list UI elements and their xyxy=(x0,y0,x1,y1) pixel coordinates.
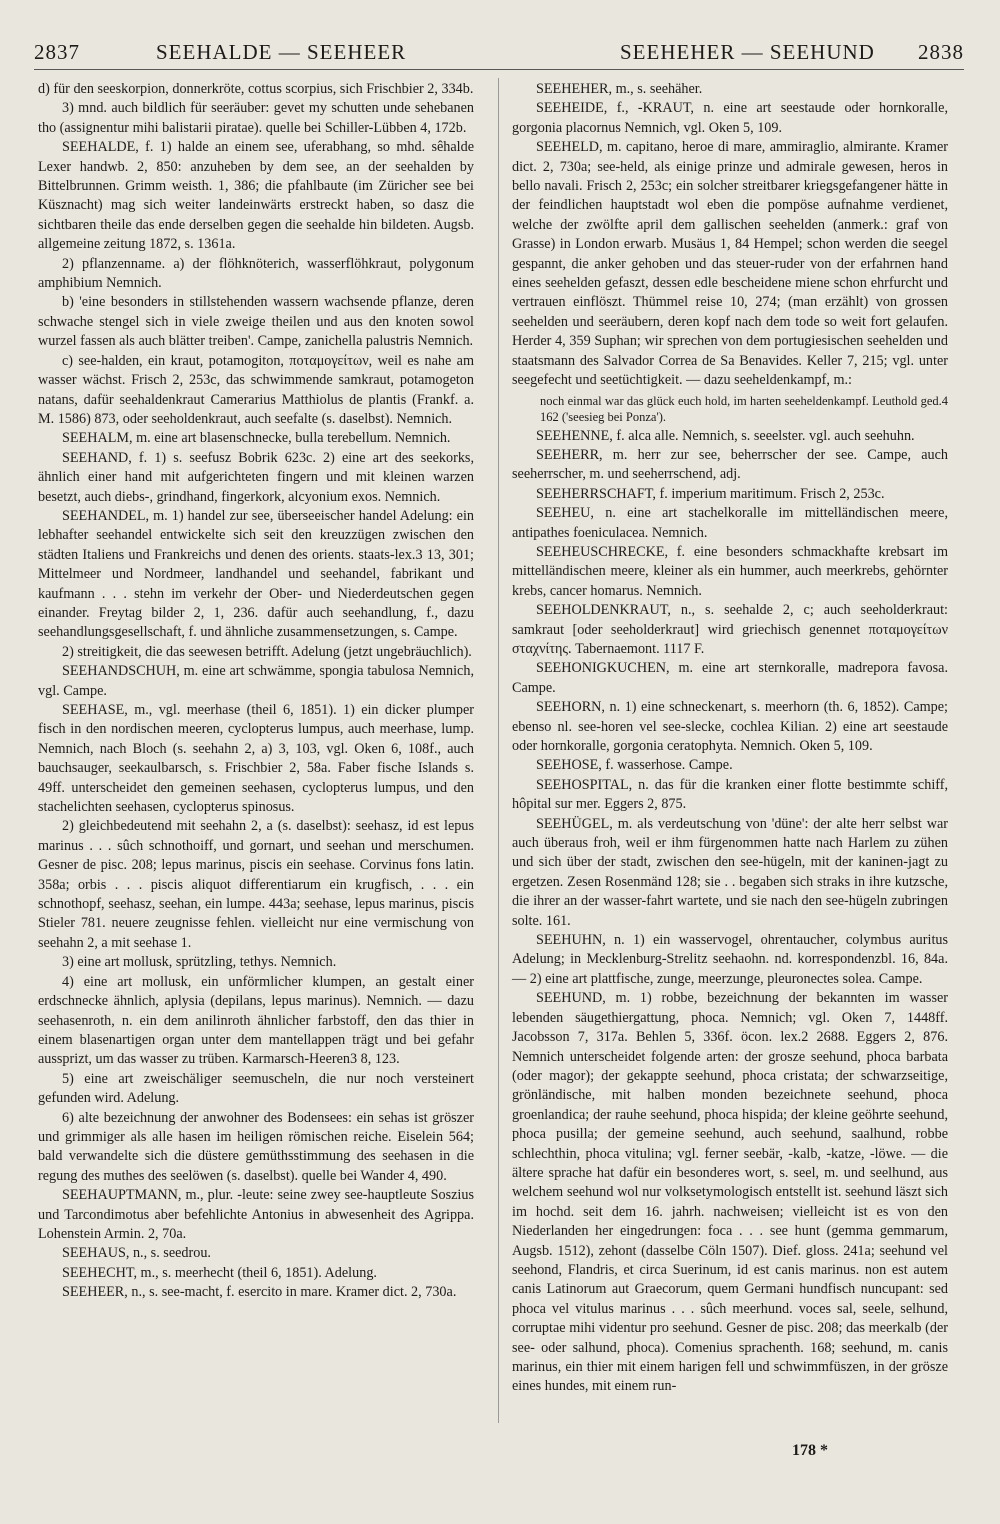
entry-seehandschuh: SEEHANDSCHUH, m. eine art schwämme, spongia tabulosa Nemnich, vgl. Campe. xyxy=(38,663,474,699)
left-paragraph: 5) eine art zweischäliger seemuscheln, die nur noch versteinert gefunden wird. Adelung. xyxy=(38,1070,474,1107)
entry-seehase: SEEHASE, m., vgl. meerhase (theil 6, 1851). 1) ein dicker plumper fisch in den nordischen meeren, cyclopterus lumpus, auch meerhase, lump. Nemnich, nach Bloch (s. seehahn 2, a) 3, 103, vgl. Oken 6, 108f., auch bauchsauger, seekaulbarsch, s. Frischbier 2, 58a. Faber fische Islands s. 49ff. unterscheidet den gemeinen seehasen, cyclopterus lumpus, und den stachelichten seehasen, cyclopterus spinosus. xyxy=(38,702,474,816)
entry-seehand: SEEHAND, f. 1) s. seefusz Bobrik 623c. 2) eine art des seekorks, ähnlich einer hand mit aufgerichteten fingern und mit kleinen warzen besetzt, auch diebs-, grindhand, fingerkork, alcyonium exos. Nemnich. xyxy=(38,449,474,505)
left-paragraph: 4) eine art mollusk, ein unförmlicher klumpen, an gestalt einer erdschnecke ähnlich, aplysia (depilans, lepus marinus). Nemnich. — dazu seehasenroth, n. ein dem anilinroth ähnlicher farbstoff, den das thier in einem blasenartigen organ unter dem mantellappen trägt und bei gefahr aussprizt, um das wasser zu trüben. Karmarsch-Heeren3 8, 123. xyxy=(38,973,474,1068)
entry-seehecht: SEEHECHT, m., s. meerhecht (theil 6, 1851). Adelung. xyxy=(62,1264,377,1281)
entry-seehandel: SEEHANDEL, m. 1) handel zur see, überseeischer handel Adelung: ein lebhafter seehandel entwickelte sich seit den kreuzzügen zwischen den städten Italiens und Frankreichs und denen des orients. staats-lex.3 13, 301; Mittelmeer und Nordmeer, landhandel und seehandel, fabrikant und kaufmann . . . stehn im verkehr der Ober- und Niederdeutschen gegen einander. Freytag bilder 2, 1, 236. dafür auch seehandlung, f., dazu seehandlungsgesellschaft, f. und ähnliche zusammensetzungen, s. Campe. xyxy=(38,507,474,641)
right-page-number: 2838 xyxy=(918,40,964,64)
entry-seeheide: SEEHEIDE, f., -KRAUT, n. eine art seestaude oder hornkoralle, gorgonia placornus Nemnich, vgl. Oken 5, 109. xyxy=(512,100,948,136)
entry-seehonigkuchen: SEEHONIGKUCHEN, m. eine art sternkoralle, madrepora favosa. Campe. xyxy=(512,660,948,696)
entry-seehuhn: SEEHUHN, n. 1) ein wasservogel, ohrentaucher, colymbus auritus Adelung; in Mecklenburg-Strelitz seehaohn. nd. korrespondenzbl. 16, 84a. — 2) eine art plattfische, zunge, meerzunge, pleuronectes solea. Campe. xyxy=(512,932,948,987)
entry-seehose: SEEHOSE, f. wasserhose. Campe. xyxy=(536,757,733,774)
column-divider xyxy=(498,78,499,1423)
entry-seeheuschrecke: SEEHEUSCHRECKE, f. eine besonders schmackhafte krebsart im mittelländischen meere, kleiner als ein hummer, auch meerkrebs, gehörnter krebs, cancer homarus. Nemnich. xyxy=(512,543,948,599)
entry-seehenne: SEEHENNE, f. alca alle. Nemnich, s. seeelster. vgl. auch seehuhn. xyxy=(536,427,915,444)
entry-seeherrschaft: SEEHERRSCHAFT, f. imperium maritimum. Frisch 2, 253c. xyxy=(536,485,885,502)
left-paragraph: b) 'eine besonders in stillstehenden wassern wachsende pflanze, deren schwache stengel sich in viele zweige theilen und aus den knoten sowol wurzel fassen als auch blätter treiben'. Campe, zanichella palustris Nemnich. xyxy=(38,294,474,350)
left-paragraph: 6) alte bezeichnung der anwohner des Bodensees: ein sehas ist gröszer und grimmiger als alle hasen im heiligen römischen reiche. Eiselein 564; bald verwandelte sich die düstere gemüthsstimmung des seehasen in die regung des muthes des seelöwen (s. daselbst). quelle bei Wander 4, 490. xyxy=(38,1109,474,1184)
left-column xyxy=(38,80,474,1303)
entry-seehalm: SEEHALM, m. eine art blasenschnecke, bulla terebellum. Nemnich. xyxy=(62,430,451,447)
entry-seehalde: SEEHALDE, f. 1) halde an einem see, uferabhang, so mhd. sêhalde Lexer handwb. 2, 850: anzuheben by dem see, an der seehalden by Bittelbrunnen. Grimm weisth. 1, 386; die pfahlbaute (im Züricher see bei Küsznacht) mag sich weiter landeinwärts erstreckt haben, so dasz die sichtbaren theile das ende derselben gegen die seehalde hin bildeten. Augsb. allgemeine zeitung 1872, s. 1361a. xyxy=(38,139,474,253)
entry-seeheld: SEEHELD, m. capitano, heroe di mare, ammiraglio, almirante. Kramer dict. 2, 730a; see-held, als einige prinze und admirale gewesen, heros in bello navali. Frisch 2, 253c; ein solcher streitbarer kriegsgefangener hätte in der feindlichen hauptstadt wol eben die pompöse aufnahme verdienet, welche der zwölfte april dem gallischen seehelden (anmerk.: graf von Grasse) in London erwarb. Musäus 1, 84 Hempel; schon werden die seegel gespannt, die anker gehoben und das steuer-ruder von der erfahrnen hand eines seehelden gefaszt, dessen edle bescheidene miene schon ehrfurcht und vertrauen einflöszt. Thümmel reise 10, 274; (man erzählt) von grossen seehelden und seeräubern, deren kopf nach dem tode so weit fort gelaufen. Herder 4, 359 Suphan; wir sprechen von dem portugiesischen seehelden und staatsmann des Salvador Correa de Sa Benavides. Keller 7, 215; vgl. unter seegefecht und seetüchtigkeit. — dazu seeheldenkampf, m.: xyxy=(512,139,948,389)
entry-seeholdenkraut: SEEHOLDENKRAUT, n., s. seehalde 2, c; auch seeholderkraut: samkraut [oder seeholderkraut] wird griechisch genennet ποταμογείτων σταχνίτης. Tabernaemont. 1117 F. xyxy=(512,602,948,657)
entry-seeheer: SEEHEER, n., s. see-macht, f. esercito in mare. Kramer dict. 2, 730a. xyxy=(62,1284,457,1301)
left-paragraph: 2) gleichbedeutend mit seehahn 2, a (s. daselbst): seehasz, id est lepus marinus . . . sûch schnothoiff, und gornart, und seehan und merschumen. Gesner de pisc. 208; lepus marinus, piscis ein seehase. Corvinus fons latin. 358a; orbis . . . piscis aliquot differentiarum ein krugfisch, . . . ein schnothopf, seehasz, seehan, ein lumpe. 443a; seehase, lepus marinus, piscis Stieler 781. neuere zeugnisse fehlen. vielleicht nur eine vermischung von seehahn 2, a mit seehase 1. xyxy=(38,818,474,951)
entry-seehorn: SEEHORN, n. 1) eine schneckenart, s. meerhorn (th. 6, 1852). Campe; ebenso nl. see-horen vel see-slecke, cochlea Kilian. 2) eine art seestaude oder hornkoralle, gorgonia ceratophyta. Nemnich. Oken 5, 109. xyxy=(512,699,948,754)
left-paragraph: 2) streitigkeit, die das seewesen betrifft. Adelung (jetzt ungebräuchlich). xyxy=(62,643,472,660)
entry-seehund: SEEHUND, m. 1) robbe, bezeichnung der bekannten im wasser lebenden säugethiergattung, phoca. Nemnich; vgl. Oken 7, 1448ff. Jacobsson 7, 317a. Behlen 5, 336f. öcon. lex.2 2688. Eggers 2, 876. Nemnich unterscheidet folgende arten: der grosze seehund, phoca barbata (oder magor); der gekappte seehund, phoca cristata; der schwarzseitige, grönländische, mit halben monden bezeichnete seehund, phoca groenlandica; der rauhe seehund, phoca hispida; der kleine geöhrte seehund, phoca pusilla; der gemeine seehund, auch seehund, saalhund, robbe schlechthin, phoca vitulina; vgl. ferner seebär, -kalb, -katze, -löwe. — die ältere sprache hat dafür ein besonderes wort, s. seel, m. und seelhund, aus welchem seehund wol nur volksetymologisch entstellt ist. seehund läszt sich im hochd. seit dem 16. jahrh. nachweisen; vielleicht ist es von den Niederlanden her eingedrungen: foca . . . see hunt (gemma gemmarum, Augsb. 1512), zehont (dasselbe Cöln 1507). Dief. gloss. 241a; seehund vel seehond, Flandris, et circa Suerinum, id est canis marinus. non est autem canis Latinorum aut Graecorum, quem Germani hundfisch nuncupant: sed phoca vel vitulus marinus . . . sûch meerhund. voces sal, seele, selhund, corruptae mihi videntur pro seehund. Gesner de pisc. 208; das meerkalb (der see- oder salhund, phoca). Comenius sprachenth. 168; seehund, m. canis marinus, ein thier mit einem harigen fell und schwimmfüszen, in der grösze eines hundes, mit einem run- xyxy=(512,990,948,1395)
left-paragraph: 2) pflanzenname. a) der flöhknöterich, wasserflöhkraut, polygonum amphibium Nemnich. xyxy=(38,255,474,292)
entry-seehaus: SEEHAUS, n., s. seedrou. xyxy=(62,1245,211,1262)
signature-mark: 178 * xyxy=(792,1442,828,1459)
entry-seehuegel: SEEHÜGEL, m. als verdeutschung von 'düne': der alte herr selbst war auch überaus froh, weil er ihm fürgenommen hatte nach Harlem zu zühen und sich über der stadt, zwischen den see-hügeln, mit der kaninen-jagt zu ergetzen. Zesen Rosenmänd 128; sie . . begaben sich straks in ihre kutzsche, die ihrer an der wasser-fahrt wartete, und sie nach den see-hügeln zubringen solte. 161. xyxy=(512,815,948,929)
left-paragraph: d) für den seeskorpion, donnerkröte, cottus scorpius, sich Frischbier 2, 334b. xyxy=(38,81,474,97)
right-running-headword: SEEHEHER — SEEHUND xyxy=(620,40,875,64)
right-column xyxy=(512,80,948,1397)
entry-seehospital: SEEHOSPITAL, n. das für die kranken einer flotte bestimmte schiff, hôpital sur mer. Eggers 2, 875. xyxy=(512,776,948,813)
entry-seeheher: SEEHEHER, m., s. seehäher. xyxy=(536,81,703,97)
header-rule xyxy=(34,69,964,70)
entry-seeheu: SEEHEU, n. eine art stachelkoralle im mittelländischen meere, antipathes foeniculacea. Nemnich. xyxy=(512,505,948,541)
entry-seeherr: SEEHERR, m. herr zur see, beherrscher der see. Campe, auch seeherrscher, m. und seeherrschend, adj. xyxy=(512,446,948,483)
page-header xyxy=(34,40,964,76)
verse-quotation: noch einmal war das glück euch hold, im harten seeheldenkampf. Leuthold ged.4 162 ('seesieg bei Ponza'). xyxy=(540,393,948,424)
left-paragraph: 3) eine art mollusk, sprützling, tethys. Nemnich. xyxy=(62,954,337,971)
left-running-headword: SEEHALDE — SEEHEER xyxy=(156,40,407,64)
left-paragraph: c) see-halden, ein kraut, potamogiton, ποταμογείτων, weil es nahe am wasser wächst. Frisch 2, 253c, das schwimmende samkraut, potamogeton natans, dafür seehaldenkraut Camerarius Matthiolus de plantis (Frankf. a. M. 1586) 873, oder seeholdenkraut, auch seefalte (s. daselbst). Nemnich. xyxy=(38,352,474,427)
entry-seehauptmann: SEEHAUPTMANN, m., plur. -leute: seine zwey see-hauptleute Soszius und Tarcondimotus aber befehlichte Antonius in abwesenheit des Agrippa. Lohenstein Armin. 2, 70a. xyxy=(38,1187,474,1242)
left-page-number: 2837 xyxy=(34,40,80,64)
left-paragraph: 3) mnd. auch bildlich für seeräuber: gevet my schutten unde sehebanen tho (assignentur mihi balistarii piratae). quelle bei Schiller-Lübben 4, 172b. xyxy=(38,100,474,136)
